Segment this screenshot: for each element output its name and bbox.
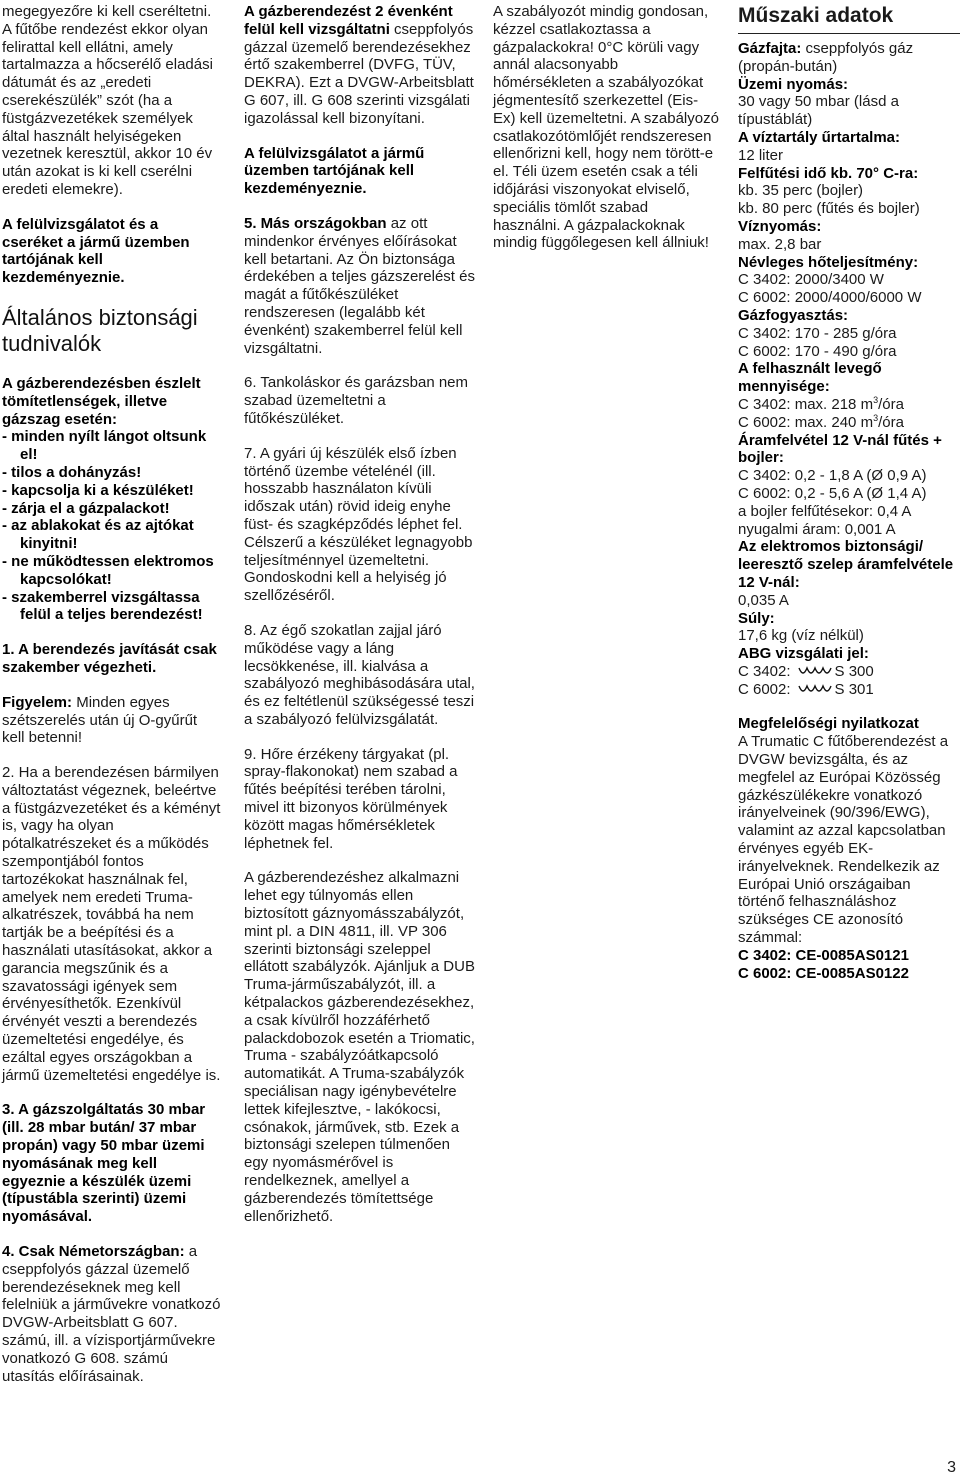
- air-volume-text: C 3402: max. 218 m: [738, 395, 874, 413]
- operating-pressure-label: Üzemi nyomás:: [738, 75, 849, 93]
- item-7: 7. A gyári új készülék első ízben történő üzembe vételénél (ill. hosszabb használaton kívüli időszak után) rövid ideig enyhe füst- és szagképződés léphet fel. Célszerű a készüléket legnagyobb teljesítménnyel üzemeltetni. Gondoskodni kell a helyiség jó szellőzéséről.: [244, 444, 473, 605]
- list-item: - zárja el a gázpalackot!: [2, 499, 170, 517]
- wave-mark-icon: [797, 682, 833, 696]
- list-item: - az ablakokat és az ajtókat kinyitni!: [2, 517, 194, 553]
- item-5: [244, 215, 476, 357]
- air-volume-unit: /óra: [878, 413, 904, 431]
- regulator-paragraph: A gázberendezéshez alkalmazni lehet egy túlnyomás ellen biztosított gáznyomásszabályzót, mint pl. a DIN 4811, ill. VP 306 szerinti biztonsági szeleppel ellátott szabályzók. Ajánljuk a DUB Truma-járműszabályzót, ill. a kétpalackos gázberendezésekhez, a csak kívülről hozzáférhető palackdobozok esetén a Triomatic, Truma - szabályzóátkapcsoló automatikát. A Truma-szabályzók speciálisan nagy igénybevételre lettek kifejlesztve, - lakókocsi, csónakok, járművek, stb. Ezek a biztonsági szelepen túlmenően egy nyomásmérővel is rendelkeznek, amellyel a gázberendezés tömítettsége ellenőrizhető.: [244, 869, 475, 1225]
- air-volume-sup: 3: [873, 394, 879, 405]
- technical-data-title: Műszaki adatok: [738, 3, 960, 34]
- warning-text: Minden egyes szétszerelés után új O-gyűrűt kell betenni!: [2, 693, 198, 747]
- warning-label: Figyelem:: [2, 693, 73, 711]
- column-3: [493, 3, 719, 252]
- abg-code: S 301: [834, 680, 874, 698]
- heatup-time-label: Felfűtési idő kb. 70° C-ra:: [738, 164, 919, 182]
- abg-line: [738, 681, 960, 699]
- nominal-output-line: C 3402: 2000/3400 W: [738, 271, 884, 289]
- item-4: [2, 1243, 222, 1385]
- abg-code: S 300: [834, 662, 874, 680]
- operator-note: A felülvizsgálatot a jármű üzemben tartójának kell kezdeményeznie.: [244, 144, 425, 198]
- current-draw-line: C 6002: 0,2 - 5,6 A (Ø 1,4 A): [738, 484, 927, 502]
- item-3: 3. A gázszolgáltatás 30 mbar (ill. 28 mbar bután/ 37 mbar propán) vagy 50 mbar üzemi nyomásának meg kell egyeznie a készülék üzemi (típustábla szerinti) üzemi nyomásával.: [2, 1101, 206, 1226]
- air-volume-line: [738, 396, 960, 414]
- item-1: 1. A berendezés javítását csak szakember végezheti.: [2, 641, 217, 676]
- item-5-label: 5. Más országokban: [244, 214, 387, 232]
- air-volume-text: C 6002: max. 240 m: [738, 413, 874, 431]
- page-number: 3: [947, 1459, 956, 1476]
- air-volume-sup: 3: [873, 412, 879, 423]
- list-item: - kapcsolja ki a készüléket!: [2, 481, 194, 499]
- valve-current-label: Az elektromos biztonsági/ leeresztő szelep áramfelvétele 12 V-nál:: [738, 538, 954, 591]
- air-volume-line: [738, 414, 960, 432]
- abg-model: C 6002:: [738, 680, 791, 698]
- heatup-time-line: kb. 80 perc (fűtés és bojler): [738, 200, 920, 218]
- safety-list: [2, 428, 222, 624]
- gas-consumption-line: C 3402: 170 - 285 g/óra: [738, 324, 897, 342]
- ce-line: C 3402: CE-0085AS0121: [738, 946, 909, 964]
- tank-capacity-value: 12 liter: [738, 146, 784, 164]
- biennial-text: cseppfolyós gázzal üzemelő berendezésekhez értő szakemberrel (DVFG, TÜV, DEKRA). Ezt a DVGW-Arbeitsblatt G 607, ill. G 608 szerinti vizsgálati igazolással kell bizonyítani.: [244, 20, 474, 127]
- wave-mark-icon: [797, 664, 833, 678]
- air-volume-unit: /óra: [878, 395, 904, 413]
- tank-capacity-label: A víztartály űrtartalma:: [738, 128, 900, 146]
- warning-note: [2, 694, 222, 747]
- conformity-label: Megfelelőségi nyilatkozat: [738, 715, 919, 733]
- item-9: 9. Hőre érzékeny tárgyakat (pl. spray-flakonokat) nem szabad a fűtés beépítési terében tárolni, mivel itt bizonyos körülmények között magas hőmérsékletek léphetnek fel.: [244, 745, 458, 852]
- gas-type-value: cseppfolyós gáz (propán-bután): [738, 40, 914, 75]
- column-4-technical-data: [738, 3, 960, 982]
- list-item: - tilos a dohányzás!: [2, 463, 142, 481]
- valve-current-value: 0,035 A: [738, 591, 789, 609]
- item-6: 6. Tankoláskor és garázsban nem szabad üzemeltetni a fűtőkészüléket.: [244, 374, 469, 427]
- regulator-handling: A szabályozót mindig gondosan, kézzel csatlakoztassa a gázpalackokra! 0°C körüli vagy annál alacsonyabb hőmérsékleten a szabályozókat jégmentesítő szerkezettel (Eis-Ex) kell üzemeltetni. A szabályozó csatlakozótömlőjét rendszeresen ellenőrizni kell, hogy nem törött-e el. Téli üzem esetén csak a téli időjárási viszonyokat elviselő, speciális tömlőt szabad használni. A gázpalackoknak mindig függőlegesen kell állniuk!: [493, 3, 719, 252]
- gas-type-label: Gázfajta:: [738, 40, 802, 57]
- list-item: - minden nyílt lángot oltsunk el!: [2, 428, 207, 464]
- abg-model: C 3402:: [738, 662, 791, 680]
- gas-consumption-line: C 6002: 170 - 490 g/óra: [738, 342, 897, 360]
- section-heading-safety: Általános biztonsági tudnivalók: [2, 304, 198, 356]
- item-2: 2. Ha a berendezésen bármilyen változtatást végeznek, beleértve a füstgázvezetéket és a kéményt is, vagy ha olyan pótalkatrészeket és a működés szempontjából fontos tartozékokat használnak fel, amelyek nem eredeti Truma-alkatrészek, továbbá ha nem tartják be a beépítési és a használati utasításokat, akkor a garancia megszűnik és a szavatossági igények sem érvényesíthetők. Ezenkívül érvényét veszti a berendezés üzemeltetési engedélye, és ezáltal egyes országokban a jármű üzemeltetési engedélye is.: [2, 764, 221, 1084]
- item-4-label: 4. Csak Németországban:: [2, 1243, 185, 1261]
- current-draw-line: C 3402: 0,2 - 1,8 A (Ø 0,9 A): [738, 467, 927, 485]
- column-1: [2, 3, 222, 1385]
- current-draw-line: a bojler felfűtésekor: 0,4 A: [738, 502, 912, 520]
- nominal-output-line: C 6002: 2000/4000/6000 W: [738, 289, 922, 307]
- heatup-time-line: kb. 35 perc (bojler): [738, 182, 864, 200]
- biennial-inspection: [244, 3, 476, 128]
- conformity-text: A Trumatic C fűtőberendezést a DVGW bevizsgálta, és az megfelel az Európai Közösség gázkészülékekre vonatkozó irányelveinek (90/396/EWG), valamint az azzal kapcsolatban érvényes egyéb EK-irányelveknek. Rendelkezik az Európai Unió országaiban történő felhasználáshoz szükséges CE azonosító számmal:: [738, 733, 949, 947]
- biennial-label: A gázberendezést 2 évenként felül kell vizsgáltatni: [244, 3, 453, 38]
- water-pressure-label: Víznyomás:: [738, 217, 822, 235]
- water-pressure-value: max. 2,8 bar: [738, 235, 822, 253]
- weight-label: Súly:: [738, 609, 775, 627]
- paragraph-replacement-note: megegyezőre ki kell cseréltetni. A fűtőbe rendezést ekkor olyan felirattal kell ellátni, amely tartalmazza a hőcserélő eladási dátumát és az „eredeti cserekészülék” szót (ha a füstgázvezetékek személyek által használt helyiségeken vezetnek keresztül, akkor 10 év után azokat is ki kell cserélni eredeti elemekre).: [2, 3, 213, 198]
- abg-label: ABG vizsgálati jel:: [738, 645, 869, 663]
- item-4-text: a cseppfolyós gázzal üzemelő berendezéseknek meg kell felelniük a járművekre vonatkozó DVGW-Arbeitsblatt G 607. számú, ill. a vízisportjárművekre vonatkozó G 608. számú utasítás előírásainak.: [2, 1243, 221, 1385]
- ce-line: C 6002: CE-0085AS0122: [738, 964, 909, 982]
- list-item: - ne működtessen elektromos kapcsolókat!: [2, 552, 214, 588]
- air-volume-label: A felhasznált levegő mennyisége:: [738, 360, 882, 396]
- gas-consumption-label: Gázfogyasztás:: [738, 306, 849, 324]
- list-item: - szakemberrel vizsgáltassa felül a teljes berendezést!: [2, 588, 203, 624]
- abg-line: [738, 663, 960, 681]
- inspection-note: A felülvizsgálatot és a cseréket a jármű üzemben tartójának kell kezdeményeznie.: [2, 215, 190, 287]
- leak-intro: A gázberendezésben észlelt tömítetlenségek, illetve gázszag esetén:: [2, 374, 201, 428]
- nominal-output-label: Névleges hőteljesítmény:: [738, 253, 919, 271]
- item-8: 8. Az égő szokatlan zajjal járó működése vagy a láng lecsökkenése, ill. kialvása a szabályozó meghibásodására utal, és ez feltétlenül szükségessé teszi a szabályozó felülvizsgálatát.: [244, 621, 475, 728]
- operating-pressure-value: 30 vagy 50 mbar (lásd a típustáblát): [738, 93, 899, 129]
- weight-value: 17,6 kg (víz nélkül): [738, 627, 864, 645]
- current-draw-line: nyugalmi áram: 0,001 A: [738, 520, 896, 538]
- gas-type: [738, 40, 960, 76]
- column-2: [244, 3, 476, 1225]
- current-draw-label: Áramfelvétel 12 V-nál fűtés + bojler:: [738, 431, 942, 467]
- item-5-text: az ott mindenkor érvényes előírásokat kell betartani. Az Ön biztonsága érdekében a teljes gázszerelést és magát a fűtőkészüléket rendszeresen (legalább két évenként) szakemberrel felül kell vizsgáltatni.: [244, 214, 475, 357]
